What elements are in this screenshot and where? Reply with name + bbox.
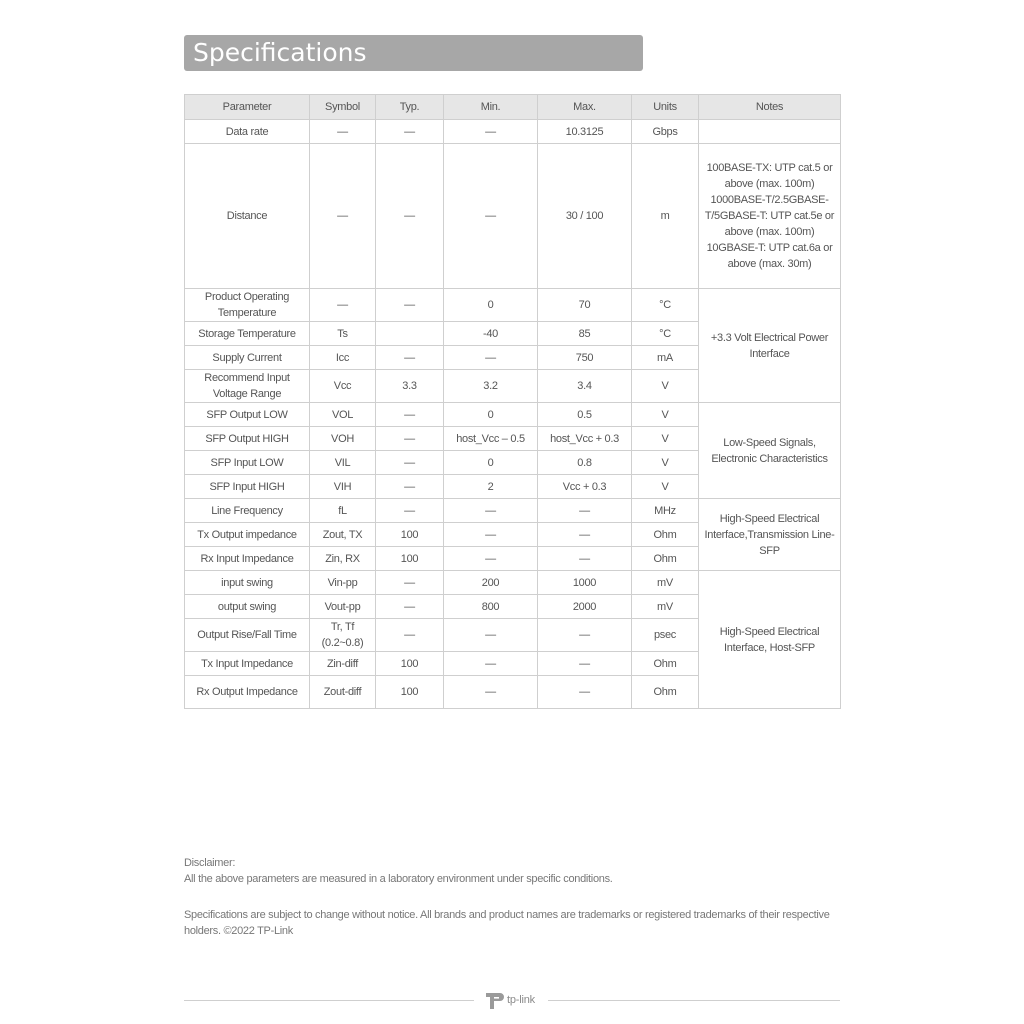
units-cell: Ohm xyxy=(632,547,699,571)
symbol-cell: Vout-pp xyxy=(310,595,376,619)
min-cell: — xyxy=(444,120,538,144)
min-cell: — xyxy=(444,144,538,289)
min-cell: — xyxy=(444,676,538,709)
typ-cell: — xyxy=(376,499,444,523)
symbol-cell: Zout-diff xyxy=(310,676,376,709)
header-typ: Typ. xyxy=(376,95,444,120)
units-cell: psec xyxy=(632,619,699,652)
typ-cell: — xyxy=(376,619,444,652)
symbol-cell: Vcc xyxy=(310,370,376,403)
disclaimer-text: All the above parameters are measured in a laboratory environment under specific conditions. xyxy=(184,873,613,885)
max-cell: — xyxy=(538,619,632,652)
min-cell: — xyxy=(444,523,538,547)
max-cell: 10.3125 xyxy=(538,120,632,144)
symbol-cell: VIH xyxy=(310,475,376,499)
parameter-cell: SFP Input HIGH xyxy=(185,475,310,499)
min-cell: host_Vcc – 0.5 xyxy=(444,427,538,451)
parameter-cell: Tx Input Impedance xyxy=(185,652,310,676)
symbol-cell: VIL xyxy=(310,451,376,475)
max-cell: — xyxy=(538,652,632,676)
max-cell: 1000 xyxy=(538,571,632,595)
table-row xyxy=(185,289,841,322)
parameter-cell: Rx Output Impedance xyxy=(185,676,310,709)
min-cell: 200 xyxy=(444,571,538,595)
header-notes: Notes xyxy=(699,95,841,120)
min-cell: 2 xyxy=(444,475,538,499)
typ-cell: — xyxy=(376,475,444,499)
typ-cell: — xyxy=(376,144,444,289)
tp-link-logo-icon xyxy=(483,989,505,1011)
symbol-cell: VOL xyxy=(310,403,376,427)
units-cell: Ohm xyxy=(632,652,699,676)
legal-notice: Specifications are subject to change without notice. All brands and product names are trademarks or registered trademarks of their respective holders. ©2022 TP-Link xyxy=(184,909,830,937)
table-row xyxy=(185,120,841,144)
typ-cell: — xyxy=(376,571,444,595)
notes-cell: +3.3 Volt Electrical Power Interface xyxy=(699,289,841,403)
table-row xyxy=(185,571,841,595)
typ-cell: 100 xyxy=(376,523,444,547)
parameter-cell: Output Rise/Fall Time xyxy=(185,619,310,652)
units-cell: mA xyxy=(632,346,699,370)
min-cell: — xyxy=(444,499,538,523)
units-cell: mV xyxy=(632,595,699,619)
max-cell: 70 xyxy=(538,289,632,322)
parameter-cell: Distance xyxy=(185,144,310,289)
typ-cell: — xyxy=(376,346,444,370)
parameter-cell: Supply Current xyxy=(185,346,310,370)
min-cell: — xyxy=(444,619,538,652)
units-cell: Gbps xyxy=(632,120,699,144)
parameter-cell: Data rate xyxy=(185,120,310,144)
units-cell: V xyxy=(632,403,699,427)
page-title: Specifications xyxy=(184,35,643,71)
max-cell: — xyxy=(538,547,632,571)
symbol-cell: Zin, RX xyxy=(310,547,376,571)
units-cell: V xyxy=(632,370,699,403)
units-cell: Ohm xyxy=(632,676,699,709)
header-symbol: Symbol xyxy=(310,95,376,120)
symbol-cell: — xyxy=(310,144,376,289)
parameter-cell: Tx Output impedance xyxy=(185,523,310,547)
typ-cell: — xyxy=(376,403,444,427)
notes-cell xyxy=(699,120,841,144)
max-cell: Vcc + 0.3 xyxy=(538,475,632,499)
parameter-cell: Product Operating Temperature xyxy=(185,289,310,322)
typ-cell xyxy=(376,322,444,346)
max-cell: host_Vcc + 0.3 xyxy=(538,427,632,451)
table-row xyxy=(185,144,841,289)
table-row xyxy=(185,499,841,523)
logo-text: tp-link xyxy=(507,994,535,1006)
units-cell: m xyxy=(632,144,699,289)
min-cell: 800 xyxy=(444,595,538,619)
typ-cell: 100 xyxy=(376,676,444,709)
symbol-cell: Vin-pp xyxy=(310,571,376,595)
parameter-cell: SFP Input LOW xyxy=(185,451,310,475)
max-cell: — xyxy=(538,523,632,547)
min-cell: 3.2 xyxy=(444,370,538,403)
max-cell: 0.5 xyxy=(538,403,632,427)
units-cell: °C xyxy=(632,289,699,322)
notes-cell: Low-Speed Signals, Electronic Characteristics xyxy=(699,403,841,499)
min-cell: — xyxy=(444,547,538,571)
parameter-cell: Recommend Input Voltage Range xyxy=(185,370,310,403)
symbol-cell: — xyxy=(310,120,376,144)
units-cell: V xyxy=(632,475,699,499)
specifications-table xyxy=(184,94,841,709)
table-row xyxy=(185,403,841,427)
min-cell: 0 xyxy=(444,289,538,322)
parameter-cell: SFP Output LOW xyxy=(185,403,310,427)
symbol-cell: — xyxy=(310,289,376,322)
symbol-cell: Icc xyxy=(310,346,376,370)
header-parameter: Parameter xyxy=(185,95,310,120)
max-cell: 0.8 xyxy=(538,451,632,475)
typ-cell: — xyxy=(376,595,444,619)
typ-cell: — xyxy=(376,451,444,475)
symbol-cell: Ts xyxy=(310,322,376,346)
table-header-row xyxy=(185,95,841,120)
footer-divider-right xyxy=(548,1000,840,1001)
typ-cell: 100 xyxy=(376,547,444,571)
parameter-cell: Storage Temperature xyxy=(185,322,310,346)
header-min: Min. xyxy=(444,95,538,120)
units-cell: MHz xyxy=(632,499,699,523)
notes-cell: High-Speed Electrical Interface, Host-SFP xyxy=(699,571,841,709)
notes-cell: High-Speed Electrical Interface,Transmission Line-SFP xyxy=(699,499,841,571)
min-cell: — xyxy=(444,652,538,676)
notes-cell: 100BASE-TX: UTP cat.5 or above (max. 100m) 1000BASE-T/2.5GBASE-T/5GBASE-T: UTP cat.5e or above (max. 100m) 10GBASE-T: UTP cat.6a or above (max. 30m) xyxy=(699,144,841,289)
symbol-cell: VOH xyxy=(310,427,376,451)
header-units: Units xyxy=(632,95,699,120)
parameter-cell: output swing xyxy=(185,595,310,619)
units-cell: Ohm xyxy=(632,523,699,547)
typ-cell: 3.3 xyxy=(376,370,444,403)
header-max: Max. xyxy=(538,95,632,120)
units-cell: mV xyxy=(632,571,699,595)
max-cell: 2000 xyxy=(538,595,632,619)
symbol-cell: Tr, Tf (0.2~0.8) xyxy=(310,619,376,652)
units-cell: °C xyxy=(632,322,699,346)
symbol-cell: Zin-diff xyxy=(310,652,376,676)
footer-divider-left xyxy=(184,1000,474,1001)
units-cell: V xyxy=(632,427,699,451)
symbol-cell: fL xyxy=(310,499,376,523)
max-cell: 85 xyxy=(538,322,632,346)
parameter-cell: input swing xyxy=(185,571,310,595)
min-cell: 0 xyxy=(444,403,538,427)
max-cell: 30 / 100 xyxy=(538,144,632,289)
parameter-cell: Rx Input Impedance xyxy=(185,547,310,571)
typ-cell: — xyxy=(376,427,444,451)
disclaimer xyxy=(184,855,844,887)
min-cell: -40 xyxy=(444,322,538,346)
parameter-cell: SFP Output HIGH xyxy=(185,427,310,451)
symbol-cell: Zout, TX xyxy=(310,523,376,547)
max-cell: 750 xyxy=(538,346,632,370)
typ-cell: — xyxy=(376,289,444,322)
tp-link-logo xyxy=(483,989,535,1011)
max-cell: — xyxy=(538,676,632,709)
parameter-cell: Line Frequency xyxy=(185,499,310,523)
max-cell: — xyxy=(538,499,632,523)
disclaimer-heading: Disclaimer: xyxy=(184,857,236,869)
max-cell: 3.4 xyxy=(538,370,632,403)
typ-cell: 100 xyxy=(376,652,444,676)
min-cell: — xyxy=(444,346,538,370)
units-cell: V xyxy=(632,451,699,475)
typ-cell: — xyxy=(376,120,444,144)
min-cell: 0 xyxy=(444,451,538,475)
